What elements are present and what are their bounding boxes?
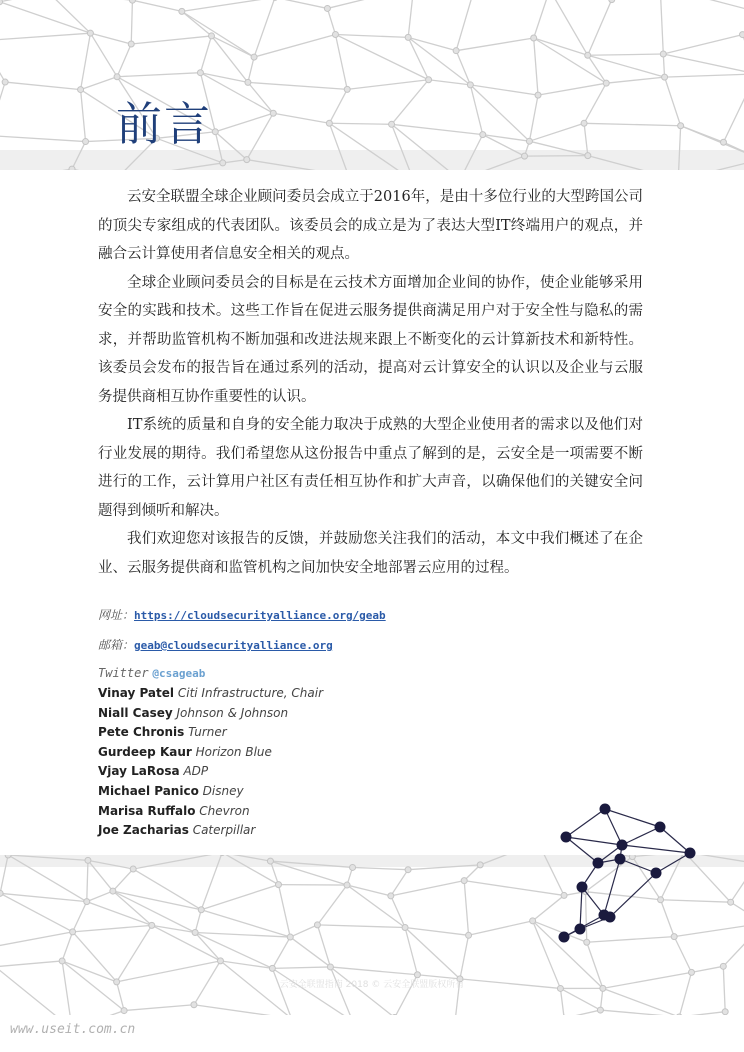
member-org: Caterpillar bbox=[192, 823, 256, 838]
twitter-line bbox=[98, 663, 386, 684]
email-line bbox=[98, 635, 386, 665]
member-org: Turner bbox=[188, 725, 227, 740]
member-name: Niall Casey bbox=[98, 705, 173, 720]
member-item bbox=[98, 821, 323, 841]
member-name: Joe Zacharias bbox=[98, 823, 189, 838]
footer-note: 云安全联盟指南 2018 © 云安全联盟版权所有 bbox=[279, 980, 465, 990]
member-name: Michael Panico bbox=[98, 783, 199, 798]
network-node-cluster-graphic bbox=[550, 795, 710, 945]
member-org: Chevron bbox=[199, 803, 250, 818]
member-name: Marisa Ruffalo bbox=[98, 803, 196, 818]
member-name: Pete Chronis bbox=[98, 725, 185, 740]
member-name: Gurdeep Kaur bbox=[98, 744, 192, 759]
member-item bbox=[98, 762, 323, 782]
paragraph: 云安全联盟全球企业顾问委员会成立于2016年，是由十多位行业的大型跨国公司的顶尖专家组成的代表团队。该委员会的成立是为了表达大型IT终端用户的观点，并融合云计算使用者信息安全相关的观点。 bbox=[98, 189, 643, 262]
email-label: 邮箱： bbox=[98, 638, 135, 652]
preface-body bbox=[98, 183, 643, 582]
contact-block bbox=[98, 605, 386, 684]
twitter-label: Twitter bbox=[98, 666, 149, 680]
paragraph: IT系统的质量和自身的安全能力取决于成熟的大型企业使用者的需求以及他们对行业发展的期待。我们希望您从这份报告中重点了解到的是，云安全是一项需要不断进行的工作，云计算用户社区有责任相互协作和扩大声音，以确保他们的关键安全问题得到倾听和解决。 bbox=[98, 417, 643, 519]
member-name: Vinay Patel bbox=[98, 686, 175, 700]
member-item bbox=[98, 723, 323, 743]
member-item bbox=[98, 782, 323, 802]
website-label: 网址： bbox=[98, 608, 135, 622]
website-line bbox=[98, 605, 386, 635]
member-org: Johnson & Johnson bbox=[176, 705, 289, 720]
paragraph: 我们欢迎您对该报告的反馈，并鼓励您关注我们的活动，本文中我们概述了在企业、云服务提供商和监管机构之间加快安全地部署云应用的过程。 bbox=[98, 531, 643, 576]
watermark: www.useit.com.cn bbox=[10, 1022, 136, 1037]
member-list bbox=[98, 684, 323, 841]
member-org: Horizon Blue bbox=[195, 744, 272, 759]
page-title: 前言 bbox=[116, 97, 212, 151]
member-org: Citi Infrastructure, Chair bbox=[177, 686, 324, 700]
network-mesh-header bbox=[0, 0, 744, 170]
member-org: ADP bbox=[183, 764, 209, 779]
website-link[interactable]: https://cloudsecurityalliance.org/geab bbox=[134, 609, 386, 622]
member-name: Vjay LaRosa bbox=[98, 764, 180, 779]
paragraph: 全球企业顾问委员会的目标是在云技术方面增加企业间的协作，使企业能够采用安全的实践和技术。这些工作旨在促进云服务提供商满足用户对于安全性与隐私的需求，并帮助监管机构不断加强和改进法规来跟上不断变化的云计算新技术和新特性。该委员会发布的报告旨在通过系列的活动，提高对云计算安全的认识以及企业与云服务提供商相互协作重要性的认识。 bbox=[98, 274, 643, 405]
email-link[interactable]: geab@cloudsecurityalliance.org bbox=[134, 639, 333, 652]
member-item bbox=[98, 704, 323, 724]
member-item bbox=[98, 684, 323, 704]
twitter-handle-link[interactable]: @csageab bbox=[152, 667, 206, 680]
member-item bbox=[98, 743, 323, 763]
member-org: Disney bbox=[202, 783, 244, 798]
member-item bbox=[98, 802, 323, 822]
